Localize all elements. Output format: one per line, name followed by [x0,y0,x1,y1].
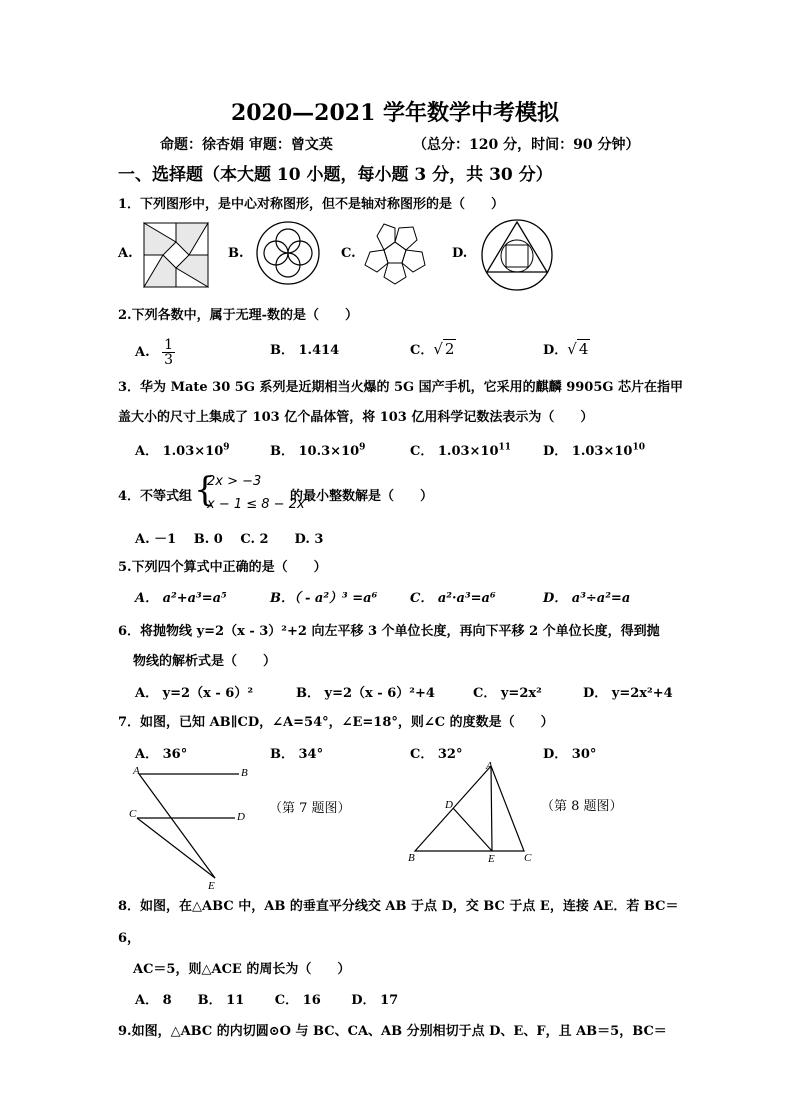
q8-point-b: B [408,852,415,864]
q4-inequality-1: 2x > −3 [207,474,262,489]
q6-option-c: C． y=2x² [473,686,542,701]
q6-line2: 物线的解析式是（ ） [133,654,277,669]
q7-option-d: D． 30° [543,747,597,762]
q8-point-e: E [488,853,495,865]
q8-figure-label: （第 8 题图） [541,799,623,814]
q4-suffix: 的最小整数解是（ ） [290,489,434,504]
q1-stem: 1．下列图形中，是中心对称图形，但不是轴对称图形的是（ ） [118,197,505,212]
q7-point-e: E [208,880,215,892]
q1-figure-b [253,220,323,286]
q6-option-d: D． y=2x²+4 [583,686,673,701]
q3-line2: 盖大小的尺寸上集成了 103 亿个晶体管，将 103 亿用科学记数法表示为（ ） [118,410,594,425]
q3-option-c: C． $1.03\times 10^{11}$ [410,442,512,459]
q1-figure-a [143,222,209,288]
q3-option-b: B． $10.3\times 10^9$ [270,442,366,459]
q2-stem: 2.下列各数中，属于无理-数的是（ ） [118,308,358,323]
q6-option-b: B． y=2（x - 6）²+4 [296,686,435,701]
exam-info: （总分：120 分，时间：90 分钟） [413,137,640,153]
q7-point-b: B [241,767,248,779]
q4-brace: { [194,470,216,510]
q7-figure [125,762,265,892]
q7-point-c: C [129,808,137,820]
q1-label-a: A. [118,246,133,261]
q7-option-c: C． 32° [410,747,463,762]
q7-stem: 7．如图，已知 AB∥CD，∠A=54°，∠E=18°，则∠C 的度数是（ ） [118,715,554,730]
q8-figure [402,756,542,868]
q8-point-a: A [486,760,493,772]
q1-label-b: B. [228,246,244,261]
q3-option-a: A． $1.03\times 10^9$ [135,442,230,459]
q5-option-a: A． a²+a³=a⁵ [135,591,227,606]
q5-option-b: B．（ - a²）³ =a⁶ [270,591,378,606]
q3-option-d: D． $1.03\times 10^{10}$ [543,442,645,459]
q4-inequality-2: x − 1 ≤ 8 − 2x [207,497,305,512]
q6-option-a: A． y=2（x - 6）² [135,686,254,701]
q7-option-b: B． 34° [270,747,324,762]
q2-option-a: A. $\frac{1}{3}$ [135,337,174,368]
q2-option-d: D．√ 4 [543,340,589,358]
section-heading: 一、选择题（本大题 10 小题，每小题 3 分，共 30 分） [118,165,553,185]
q4-options: A. －1 B. 0 C. 2 D. 3 [135,532,324,547]
q4-prefix: 4．不等式组 [118,489,193,504]
q3-line1: 3．华为 Mate 30 5G 系列是近期相当火爆的 5G 国产手机，它采用的麒麟 9905G 芯片在指甲 [118,380,684,395]
q7-option-a: A． 36° [135,747,188,762]
q8-point-d: D [445,799,453,811]
q2-option-c: C．√ 2 [410,340,455,358]
q7-figure-label: （第 7 题图） [269,801,351,816]
q8-options: A． 8 B． 11 C． 16 D． 17 [135,993,399,1008]
q8-point-c: C [524,852,532,864]
q6-line1: 6．将抛物线 y=2（x - 3）²+2 向左平移 3 个单位长度，再向下平移 2 个单位长度，得到抛 [118,624,660,639]
author-line: 命题：徐杏娟 审题：曾文英 [160,137,333,153]
q5-option-d: D． a³÷a²=a [543,591,631,606]
q1-label-c: C. [341,246,356,261]
q1-figure-d [477,218,557,292]
q8-line2: 6， [118,931,141,946]
q5-option-c: C． a²·a³=a⁶ [410,591,496,606]
q2-option-b: B． 1.414 [270,343,340,358]
q8-line1: 8．如图，在△ABC 中，AB 的垂直平分线交 AB 于点 D，交 BC 于点 E，连接 AE．若 BC＝ [118,899,679,914]
q1-label-d: D. [452,246,468,261]
q7-point-a: A [133,765,140,777]
q5-stem: 5.下列四个算式中正确的是（ ） [118,560,327,575]
q1-figure-c [362,222,428,286]
q9-line1: 9.如图，△ABC 的内切圆⊙O 与 BC、CA、AB 分别相切于点 D、E、F，且 AB＝5，BC＝ [118,1024,667,1039]
q8-line3: AC＝5，则△ACE 的周长为（ ） [133,962,351,977]
page-title: 2020—2021 学年数学中考模拟 [230,100,560,126]
q7-point-d: D [237,811,245,823]
